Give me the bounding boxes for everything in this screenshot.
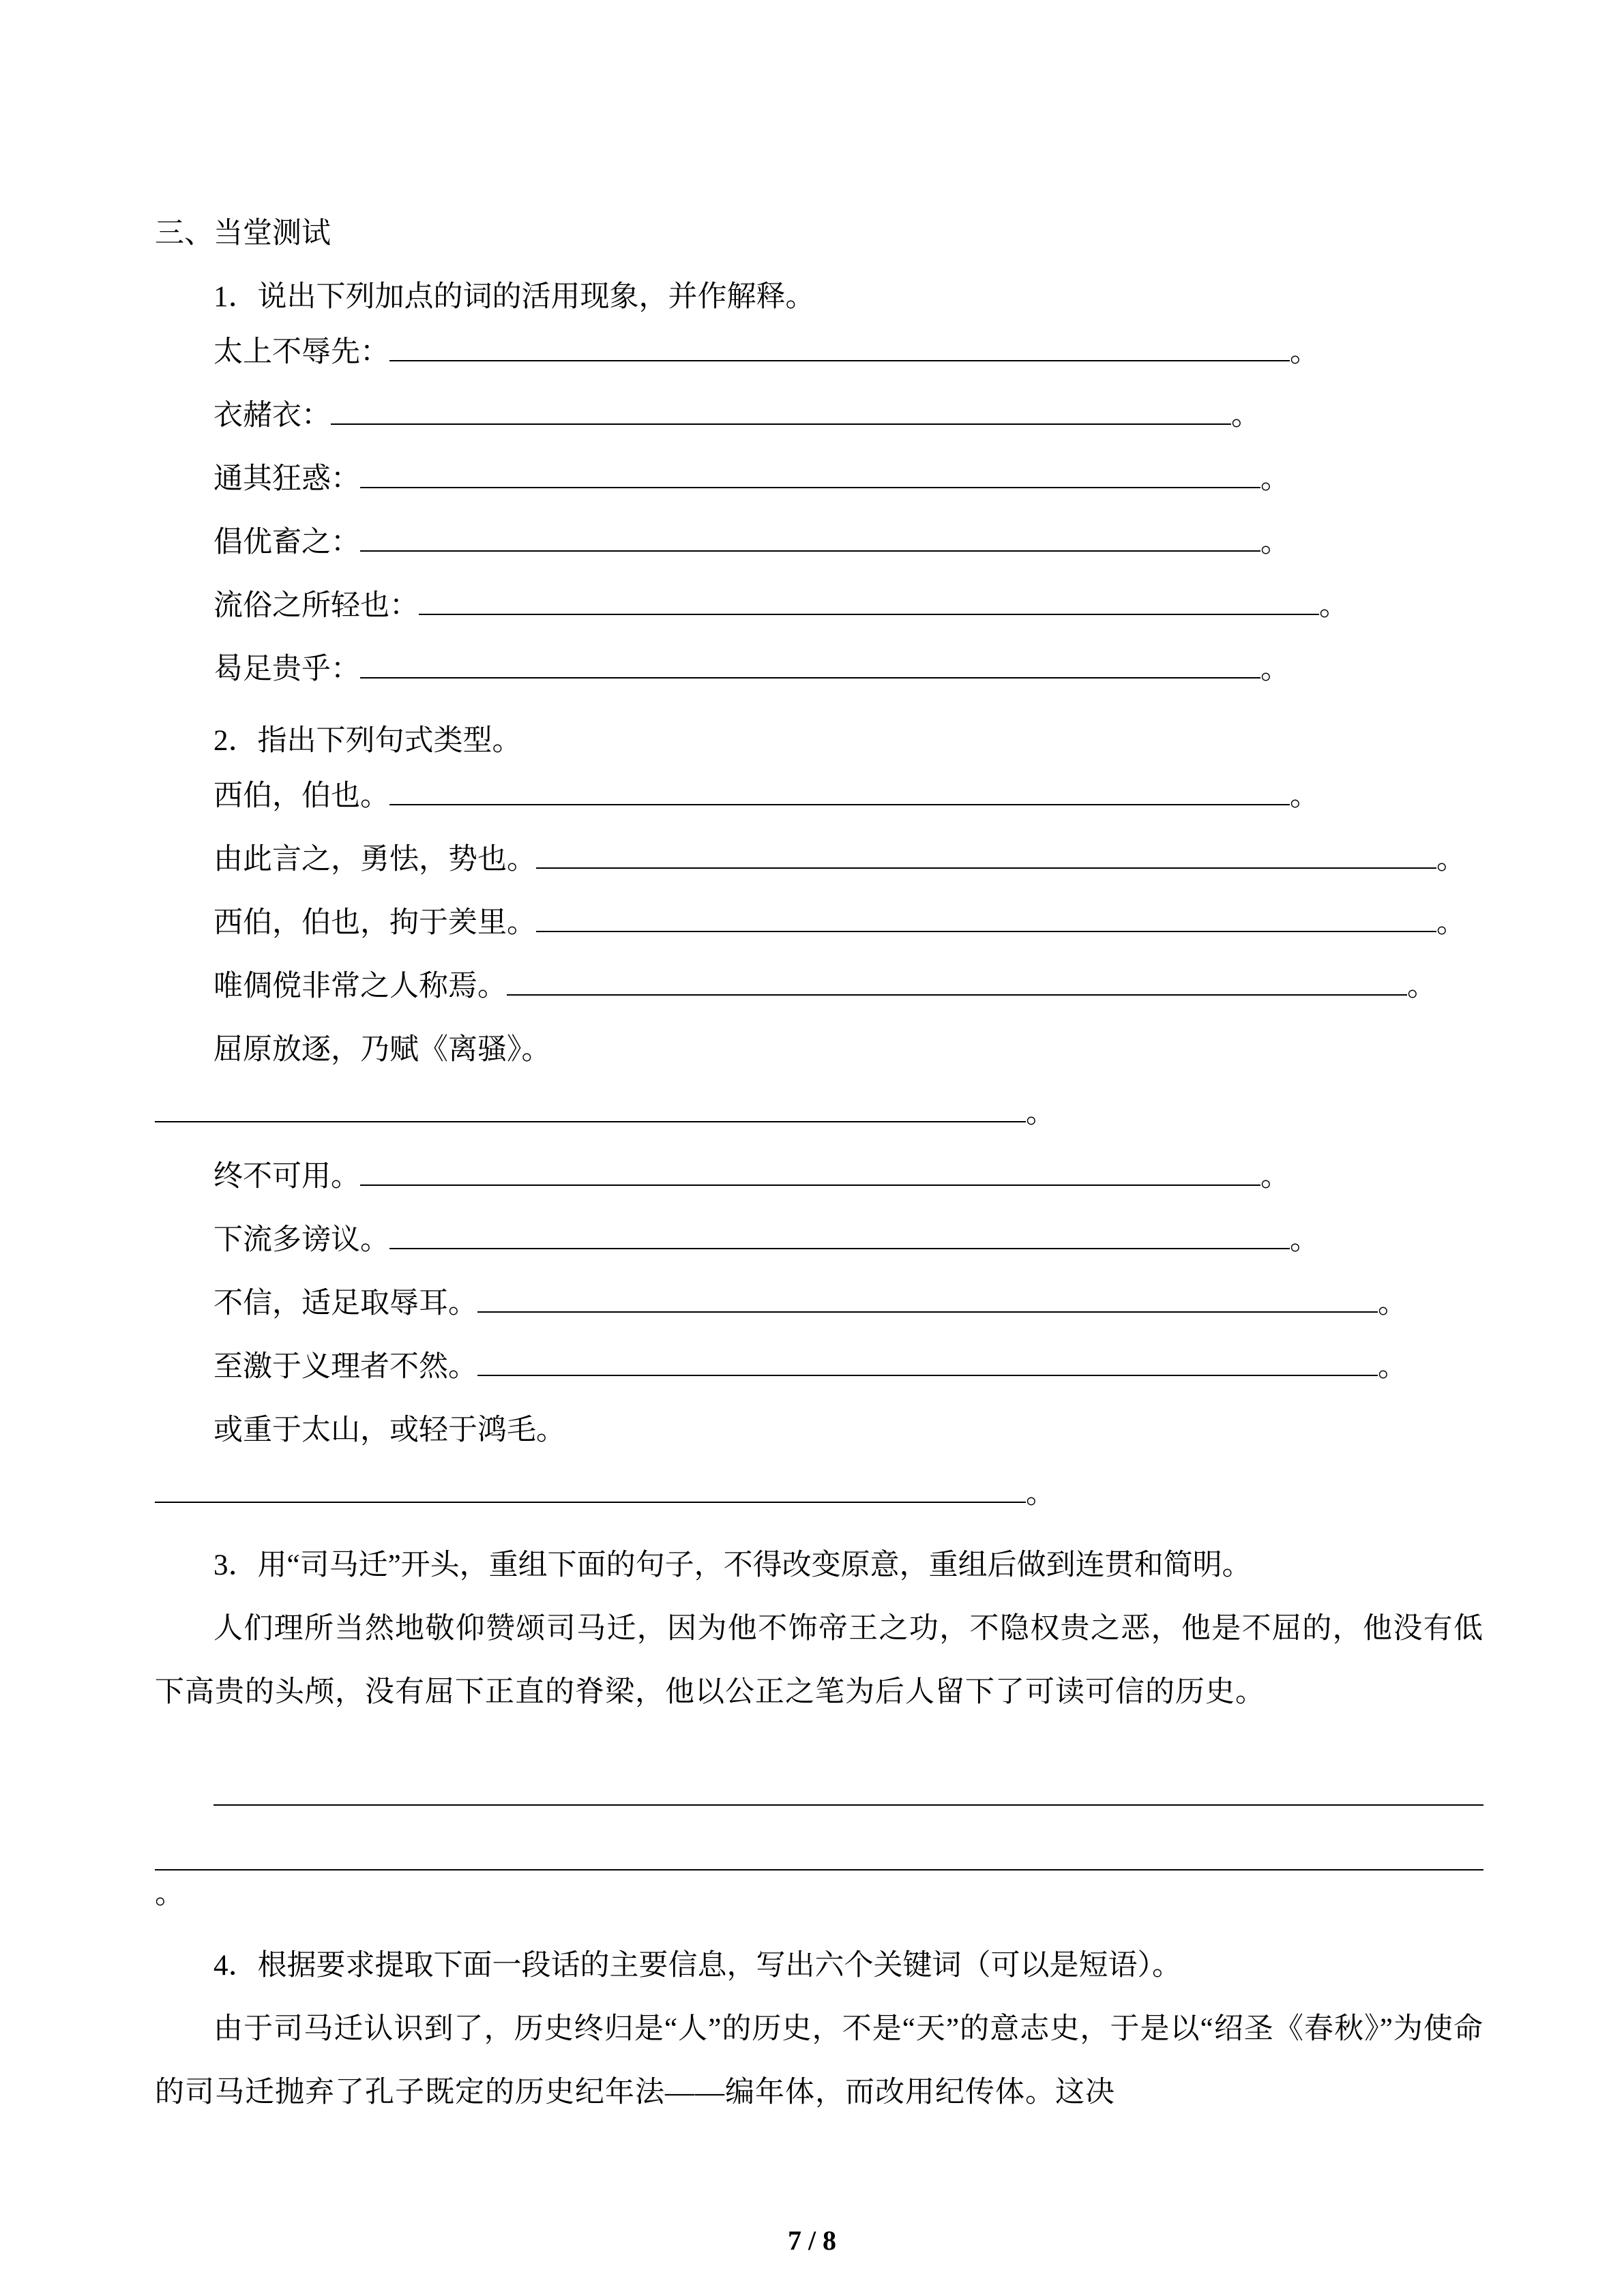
period: 。 — [1260, 653, 1290, 685]
q2-standalone-blank-row — [155, 1090, 1483, 1153]
q2-item-row — [155, 1280, 1483, 1343]
q2-item-row — [155, 899, 1483, 963]
answer-line[interactable] — [213, 1741, 1483, 1806]
q2-item-text: 屈原放逐，乃赋《离骚》。 — [213, 1034, 551, 1066]
answer-blank[interactable] — [360, 521, 1260, 552]
q1-item-row — [155, 646, 1483, 709]
q2-item-row — [155, 836, 1483, 899]
period: 。 — [1319, 590, 1348, 622]
period: 。 — [1231, 400, 1260, 432]
answer-blank[interactable] — [389, 775, 1290, 805]
page-number: 7 / 8 — [787, 2225, 837, 2256]
answer-blank[interactable] — [389, 1219, 1290, 1249]
q4-paragraph: 由于司马迁认识到了，历史终归是“人”的历史，不是“天”的意志史，于是以“绍圣《春秋》”为使命的司马迁抛弃了孔子既定的历史纪年法——编年体，而改用纪传体。这决 — [155, 2013, 1483, 2108]
period: 。 — [1290, 336, 1319, 368]
period: 。 — [1407, 970, 1436, 1002]
answer-blank[interactable] — [360, 1155, 1260, 1186]
q2-item-text: 至激于义理者不然。 — [213, 1351, 477, 1383]
period: 。 — [1378, 1287, 1407, 1320]
q2-item-row — [155, 1026, 1483, 1090]
q2-item-text: 由此言之，勇怯，势也。 — [213, 844, 536, 876]
period: 。 — [1026, 1478, 1055, 1510]
q2-title: 2．指出下列句式类型。 — [213, 725, 522, 757]
period: 。 — [1436, 844, 1466, 876]
answer-blank[interactable] — [331, 394, 1231, 425]
q2-item-row — [155, 1217, 1483, 1280]
period: 。 — [1290, 1224, 1319, 1256]
period: 。 — [1026, 1097, 1055, 1129]
q4-title: 4．根据要求提取下面一段话的主要信息，写出六个关键词（可以是短语）。 — [213, 1950, 1181, 1982]
q1-item-row — [155, 456, 1483, 519]
q2-item-row — [155, 1153, 1483, 1217]
answer-blank[interactable] — [507, 965, 1407, 996]
q1-item-text: 流俗之所轻也： — [213, 590, 419, 622]
q2-item-text: 西伯，伯也，拘于羑里。 — [213, 907, 536, 939]
answer-blank[interactable] — [477, 1345, 1378, 1376]
q3-period-row — [155, 1870, 1483, 1934]
q1-item-text: 倡优畜之： — [213, 526, 360, 558]
period: 。 — [1260, 463, 1290, 495]
period: 。 — [1378, 1351, 1407, 1383]
q1-item-text: 曷足贵乎： — [213, 653, 360, 685]
answer-blank[interactable] — [155, 1092, 1026, 1122]
q1-item-row — [155, 329, 1483, 392]
q1-item-text: 太上不辱先： — [213, 336, 389, 368]
answer-blank[interactable] — [360, 458, 1260, 488]
period: 。 — [1260, 1161, 1290, 1193]
answer-blank[interactable] — [536, 838, 1436, 869]
answer-blank[interactable] — [536, 901, 1436, 932]
answer-blank[interactable] — [360, 648, 1260, 679]
q2-item-row — [155, 963, 1483, 1026]
period: 。 — [155, 1878, 184, 1910]
q2-item-row — [155, 773, 1483, 836]
q2-item-text: 或重于太山，或轻于鸿毛。 — [213, 1414, 565, 1446]
answer-blank[interactable] — [477, 1282, 1378, 1313]
q3-title: 3．用“司马迁”开头，重组下面的句子，不得改变原意，重组后做到连贯和简明。 — [213, 1549, 1252, 1581]
q2-item-text: 不信，适足取辱耳。 — [213, 1287, 477, 1320]
q1-item-row — [155, 519, 1483, 582]
q1-item-text: 衣赭衣： — [213, 400, 331, 432]
answer-blank[interactable] — [155, 1472, 1026, 1503]
period: 。 — [1260, 526, 1290, 558]
section-title: 三、当堂测试 — [155, 218, 331, 250]
answer-blank[interactable] — [389, 331, 1290, 361]
worksheet-page — [155, 202, 1483, 2124]
answer-blank[interactable] — [419, 584, 1319, 615]
q2-item-row — [155, 1407, 1483, 1470]
period: 。 — [1290, 780, 1319, 812]
q1-item-text: 通其狂惑： — [213, 463, 360, 495]
q2-item-text: 西伯，伯也。 — [213, 780, 389, 812]
q2-item-text: 唯倜傥非常之人称焉。 — [213, 970, 507, 1002]
q1-title: 1．说出下列加点的词的活用现象，并作解释。 — [213, 281, 815, 313]
q1-item-row — [155, 392, 1483, 456]
q3-paragraph: 人们理所当然地敬仰赞颂司马迁，因为他不饰帝王之功，不隐权贵之恶，他是不屈的，他没有低下高贵的头颅，没有屈下正直的脊梁，他以公正之笔为后人留下了可读可信的历史。 — [155, 1613, 1483, 1708]
q1-item-row — [155, 582, 1483, 646]
q2-item-text: 终不可用。 — [213, 1161, 360, 1193]
answer-line[interactable] — [155, 1806, 1483, 1870]
q2-item-row — [155, 1343, 1483, 1407]
q2-item-text: 下流多谤议。 — [213, 1224, 389, 1256]
q2-standalone-blank-row — [155, 1470, 1483, 1534]
period: 。 — [1436, 907, 1466, 939]
